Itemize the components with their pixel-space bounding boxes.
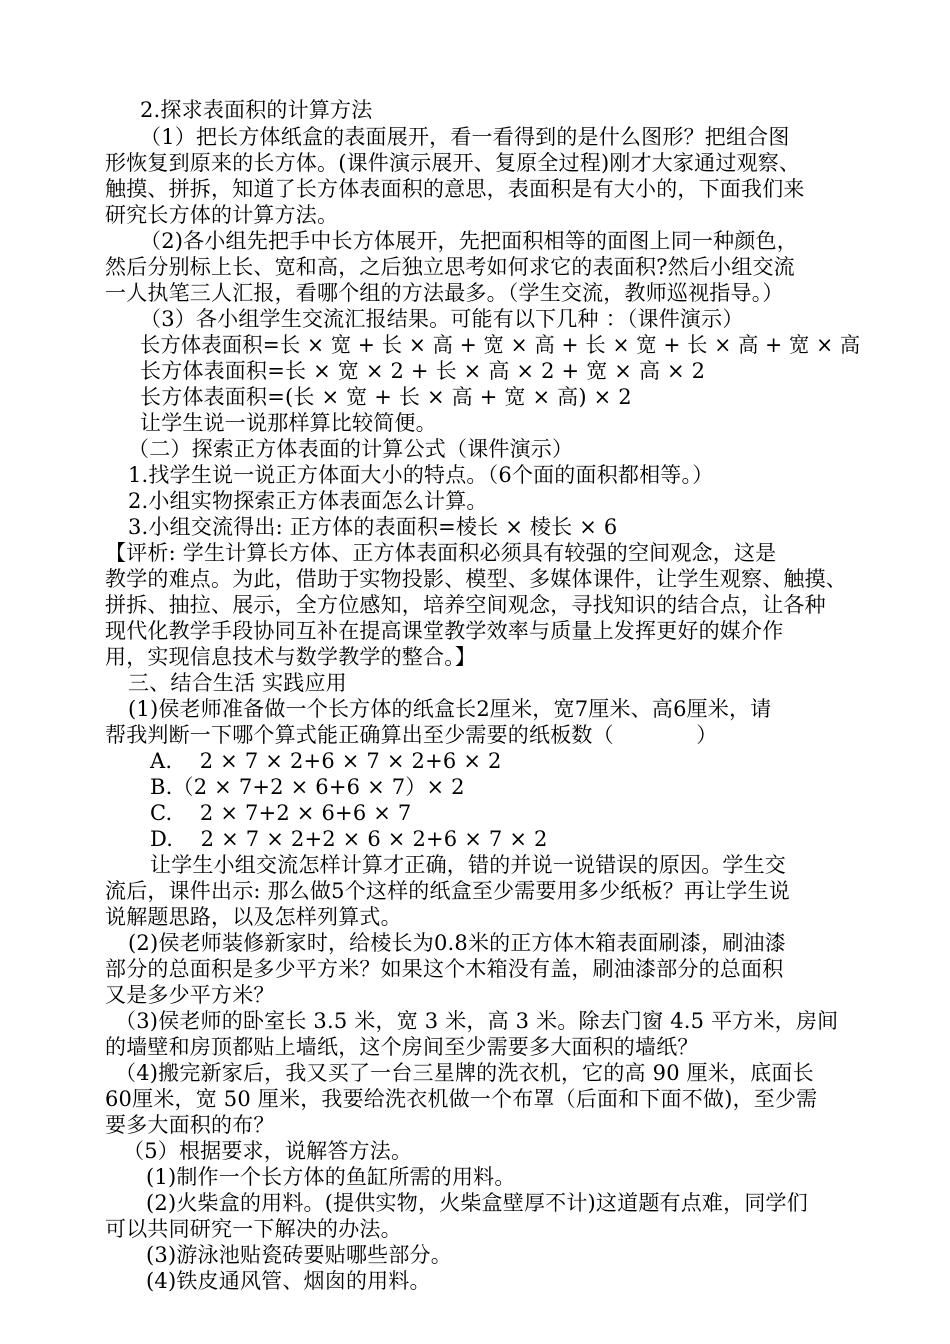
numbered-item: 1.找学生说一说正方体面大小的特点。（6个面的面积都相等。） (128, 463, 714, 487)
formula-line: 长方体表面积=(长 × 宽 + 长 × 高 + 宽 × 高) × 2 (140, 385, 632, 409)
question-line: （4)搬完新家后，我又买了一台三星牌的洗衣机，它的高 90 厘米，底面长 (115, 1061, 814, 1085)
paragraph-line: （2)各小组先把手中长方体展开，先把面积相等的面图上同一种颜色， (140, 229, 798, 253)
section-heading-application: 三、结合生活 实践应用 (128, 671, 347, 695)
paragraph-line: 流后，课件出示: 那么做5个这样的纸盒至少需要用多少纸板？再让学生说 (105, 879, 790, 903)
question-line: 帮我判断一下哪个算式能正确算出至少需要的纸板数（ ） (105, 723, 718, 747)
formula-line: 长方体表面积=长 × 宽 × 2 + 长 × 高 × 2 + 宽 × 高 × 2 (140, 359, 706, 383)
question-line: 60厘米，宽 50 厘米，我要给洗衣机做一个布罩（后面和下面不做)，至少需 (105, 1087, 818, 1111)
subsection-heading-cube: （二）探索正方体表面的计算公式（课件演示） (128, 437, 574, 461)
choice-c: C. 2 × 7+2 × 6+6 × 7 (150, 801, 412, 825)
question-line: 又是多少平方米？ (105, 983, 275, 1007)
numbered-item: 3.小组交流得出: 正方体的表面积=棱长 × 棱长 × 6 (128, 515, 618, 539)
commentary-line: 拼拆、抽拉、展示，全方位感知，培养空间观念，寻找知识的结合点，让各种 (105, 593, 826, 617)
question-line: 的墙壁和房顶都贴上墙纸，这个房间至少需要多大面积的墙纸？ (105, 1035, 699, 1059)
choice-d: D. 2 × 7 × 2+2 × 6 × 2+6 × 7 × 2 (150, 827, 548, 851)
commentary-line: 现代化教学手段协同互补在提高课堂教学效率与质量上发挥更好的媒介作 (105, 619, 784, 643)
paragraph-line: 形恢复到原来的长方体。(课件演示展开、复原全过程)刚才大家通过观察、 (105, 151, 801, 175)
question-line: （3)侯老师的卧室长 3.5 米，宽 3 米，高 3 米。除去门窗 4.5 平方米，房间 (115, 1009, 839, 1033)
question-line: (1)侯老师准备做一个长方体的纸盒长2厘米，宽7厘米、高6厘米，请 (128, 697, 772, 721)
paragraph-line: （1）把长方体纸盒的表面展开，看一看得到的是什么图形？把组合图 (140, 125, 790, 149)
choice-a: A. 2 × 7 × 2+6 × 7 × 2+6 × 2 (150, 749, 502, 773)
paragraph-line: 研究长方体的计算方法。 (105, 203, 339, 227)
commentary-line: 教学的难点。为此，借助于实物投影、模型、多媒体课件，让学生观察、触摸、 (105, 567, 847, 591)
commentary-line: 【评析: 学生计算长方体、正方体表面积必须具有较强的空间观念，这是 (105, 541, 777, 565)
sub-item: (3)游泳池贴瓷砖要贴哪些部分。 (146, 1243, 452, 1267)
numbered-item: 2.小组实物探索正方体表面怎么计算。 (128, 489, 488, 513)
sub-item: 可以共同研究一下解决的办法。 (105, 1217, 402, 1241)
question-line: 部分的总面积是多少平方米？如果这个木箱没有盖，刷油漆部分的总面积 (105, 957, 784, 981)
question-line: （5）根据要求，说解答方法。 (123, 1139, 413, 1163)
question-line: 要多大面积的布？ (105, 1113, 275, 1137)
sub-item: (2)火柴盒的用料。(提供实物，火柴盒壁厚不计)这道题有点难，同学们 (146, 1191, 808, 1215)
paragraph-line: 让学生说一说那样算比较简便。 (140, 411, 437, 435)
paragraph-line: 让学生小组交流怎样计算才正确，错的并说一说错误的原因。学生交 (150, 853, 786, 877)
choice-b: B.（2 × 7+2 × 6+6 × 7）× 2 (150, 775, 465, 799)
question-line: (2)侯老师装修新家时，给棱长为0.8米的正方体木箱表面刷漆，刷油漆 (128, 931, 786, 955)
formula-line: 长方体表面积=长 × 宽 + 长 × 高 + 宽 × 高 + 长 × 宽 + 长 × 高 + 宽 × 高 (140, 333, 861, 357)
sub-item: (1)制作一个长方体的鱼缸所需的用料。 (146, 1165, 516, 1189)
section-heading-surface-area-method: 2.探求表面积的计算方法 (140, 98, 373, 122)
commentary-line: 用，实现信息技术与数学教学的整合。】 (105, 645, 477, 669)
paragraph-line: 然后分别标上长、宽和高，之后独立思考如何求它的表面积?然后小组交流 (105, 255, 795, 279)
sub-item: (4)铁皮通风管、烟囱的用料。 (146, 1269, 431, 1293)
paragraph-line: （3）各小组学生交流汇报结果。可能有以下几种 ：（课件演示） (140, 307, 744, 331)
paragraph-line: 触摸、拼拆，知道了长方体表面积的意思，表面积是有大小的，下面我们来 (105, 177, 805, 201)
paragraph-line: 说解题思路，以及怎样列算式。 (105, 905, 402, 929)
paragraph-line: 一人执笔三人汇报，看哪个组的方法最多。（学生交流，教师巡视指导。） (105, 281, 784, 305)
